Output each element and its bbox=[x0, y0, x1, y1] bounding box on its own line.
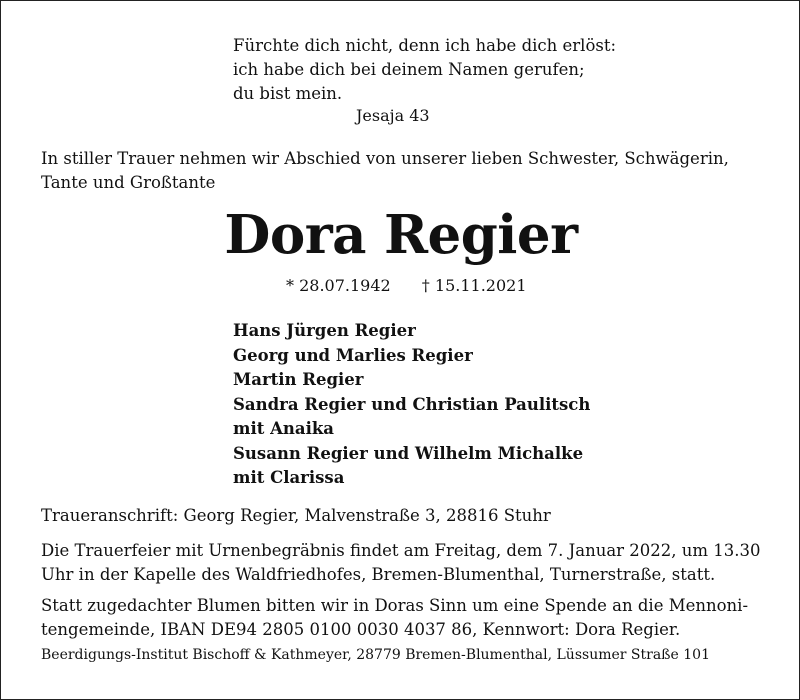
mourner-item: Susann Regier und Wilhelm Michalke bbox=[233, 443, 584, 463]
ceremony-line-1: Die Trauerfeier mit Urnenbegräbnis findet am Freitag, dem 7. Januar 2022, um 13.30 bbox=[41, 541, 761, 560]
mourners-list bbox=[233, 319, 590, 491]
undertaker-info: Beerdigungs-Institut Bischoff & Kathmeyer, 28779 Bremen-Blumenthal, Lüssumer Straße 101 bbox=[41, 647, 710, 663]
verse-line-2: ich habe dich bei deinem Namen gerufen; bbox=[233, 60, 585, 79]
ceremony-line-2: Uhr in der Kapelle des Waldfriedhofes, Bremen-Blumenthal, Turnerstraße, statt. bbox=[41, 565, 716, 584]
donation-line-1: Statt zugedachter Blumen bitten wir in Doras Sinn um eine Spende an die Mennoni- bbox=[41, 596, 749, 615]
death-date: † 15.11.2021 bbox=[421, 276, 527, 295]
verse-line-3: du bist mein. bbox=[233, 84, 343, 103]
birth-date: * 28.07.1942 bbox=[286, 276, 391, 295]
verse-source: Jesaja 43 bbox=[356, 106, 430, 125]
ceremony-info bbox=[41, 539, 761, 587]
mourner-item: Martin Regier bbox=[233, 370, 364, 389]
mourner-item: Georg und Marlies Regier bbox=[233, 345, 473, 365]
life-dates bbox=[286, 276, 527, 295]
mourning-address: Traueranschrift: Georg Regier, Malvenstraße 3, 28816 Stuhr bbox=[41, 506, 551, 525]
mourner-item: Sandra Regier und Christian Paulitsch bbox=[233, 394, 591, 414]
donation-info bbox=[41, 594, 748, 642]
donation-line-2: tengemeinde, IBAN DE94 2805 0100 0030 4037 86, Kennwort: Dora Regier. bbox=[41, 620, 681, 639]
intro-line-1: In stiller Trauer nehmen wir Abschied von unserer lieben Schwester, Schwägerin, bbox=[41, 149, 729, 168]
verse-line-1: Fürchte dich nicht, denn ich habe dich erlöst: bbox=[233, 36, 617, 55]
bible-verse bbox=[233, 34, 616, 106]
intro-line-2: Tante und Großtante bbox=[41, 173, 216, 192]
mourner-item: mit Clarissa bbox=[233, 468, 345, 487]
mourner-item: mit Anaika bbox=[233, 419, 334, 438]
mourner-item: Hans Jürgen Regier bbox=[233, 321, 416, 340]
intro-text bbox=[41, 147, 729, 195]
deceased-name: Dora Regier bbox=[224, 204, 578, 266]
